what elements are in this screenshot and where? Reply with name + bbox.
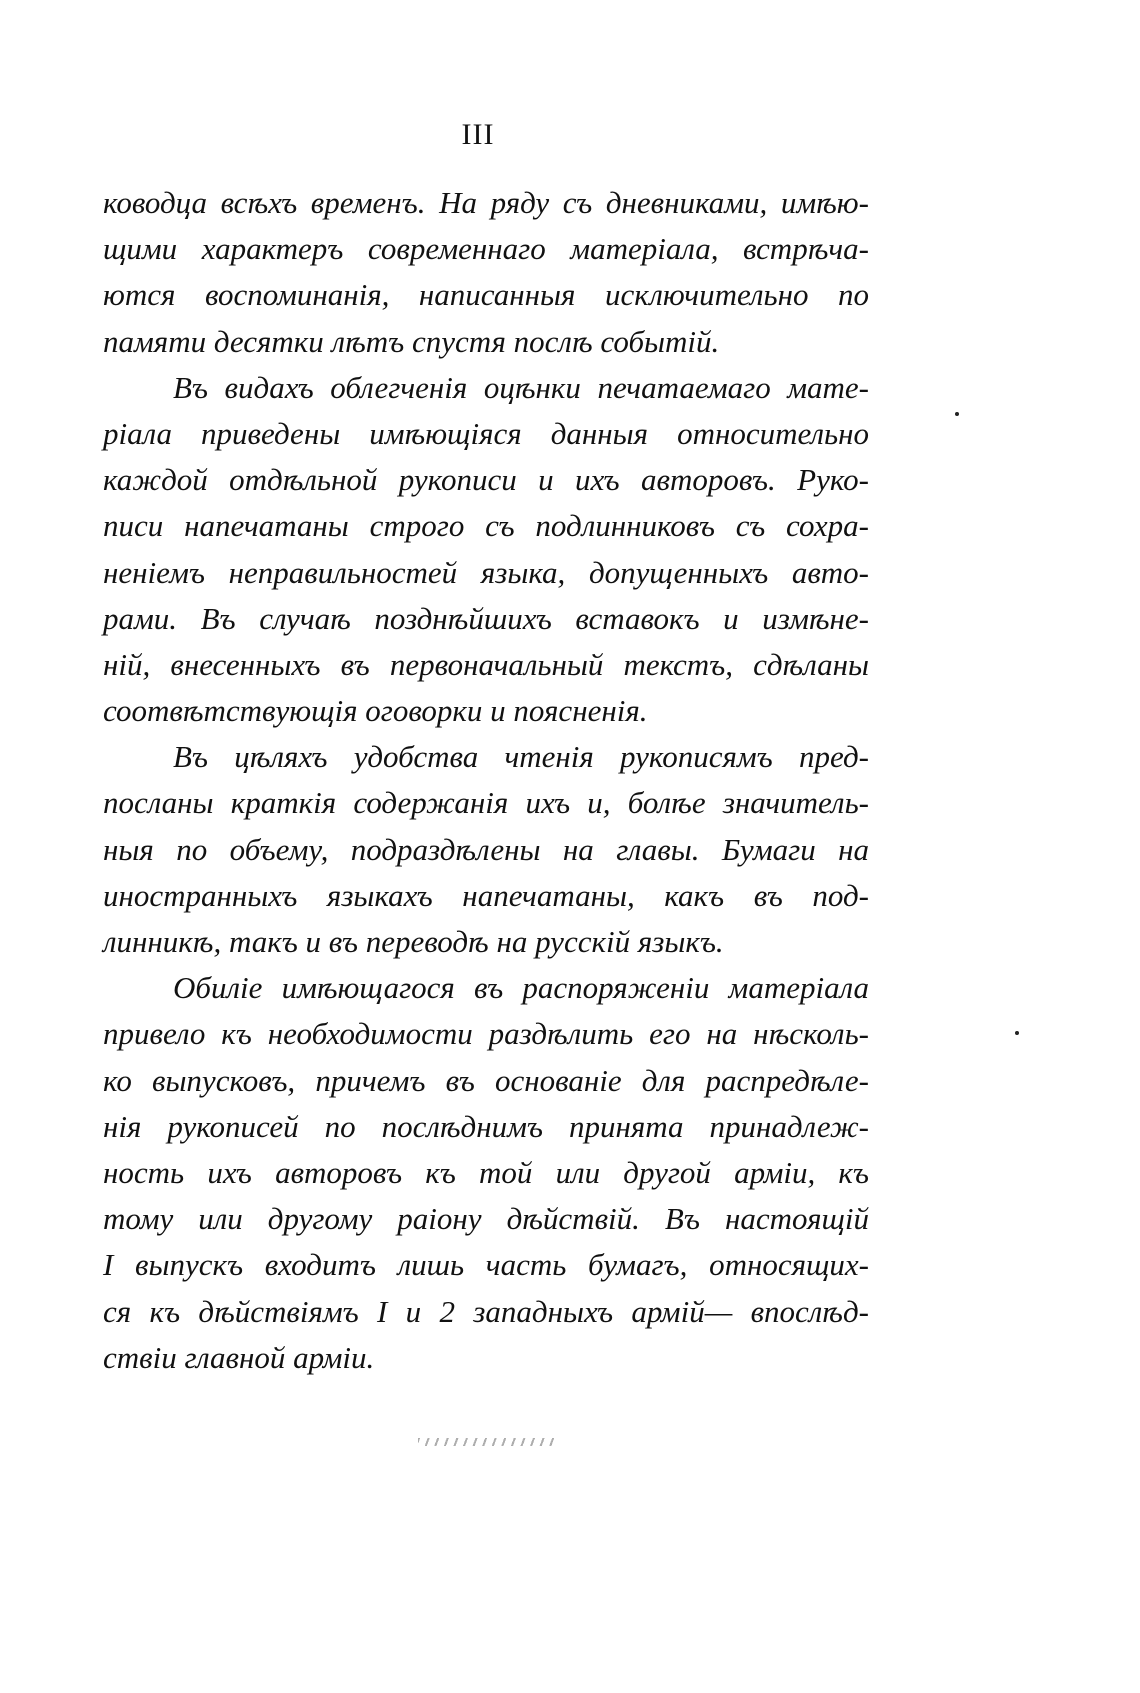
text-line: ность ихъ авторовъ къ той или другой арміи, къ <box>103 1154 869 1190</box>
text-line: иностранныхъ языкахъ напечатаны, какъ въ под- <box>103 877 869 913</box>
text-line: ко выпусковъ, причемъ въ основаніе для распредѣле- <box>103 1062 869 1098</box>
text-line: Въ цѣляхъ удобства чтенія рукописямъ пред- <box>173 739 869 775</box>
text-line: ствіи главной арміи. <box>103 1339 375 1375</box>
ink-speck <box>1015 1031 1019 1035</box>
text-line: I выпускъ входитъ лишь часть бумагъ, относящих- <box>103 1247 869 1283</box>
text-line: рами. Въ случаѣ позднѣйшихъ вставокъ и измѣне- <box>103 600 869 636</box>
text-line: нія рукописей по послѣднимъ принята принадлеж- <box>103 1108 869 1144</box>
end-ornament <box>418 1438 554 1446</box>
text-line: тому или другому раіону дѣйствій. Въ настоящій <box>103 1201 869 1237</box>
text-line: ріала приведены имѣющіяся данныя относительно <box>103 415 869 451</box>
text-line: писи напечатаны строго съ подлинниковъ съ сохра- <box>103 508 869 544</box>
paragraph <box>103 965 869 1381</box>
text-line: ются воспоминанія, написанныя исключительно по <box>103 277 869 313</box>
text-line: линникѣ, такъ и въ переводѣ на русскій языкъ. <box>103 924 724 959</box>
paragraph <box>103 180 869 365</box>
paragraph <box>103 734 869 965</box>
text-line: ся къ дѣйствіямъ I и 2 западныхъ армій— впослѣд- <box>103 1293 869 1329</box>
body-text <box>103 180 869 1381</box>
text-line: неніемъ неправильностей языка, допущенныхъ авто- <box>103 554 869 590</box>
paragraph <box>103 365 869 735</box>
text-line: ководца всѣхъ временъ. На ряду съ дневниками, имѣю- <box>103 185 869 220</box>
text-line: памяти десятки лѣтъ спустя послѣ событій. <box>103 323 720 359</box>
text-line: посланы краткія содержанія ихъ и, болѣе значитель- <box>103 785 869 821</box>
text-line: каждой отдѣльной рукописи и ихъ авторовъ. Руко- <box>103 462 869 498</box>
text-line: соотвѣтствующія оговорки и поясненія. <box>103 693 648 729</box>
text-line: ныя по объему, подраздѣлены на главы. Бумаги на <box>103 831 869 867</box>
text-line: Обиліе имѣющагося въ распоряженіи матеріала <box>173 970 869 1006</box>
text-line: привело къ необходимости раздѣлить его на нѣсколь- <box>103 1016 869 1052</box>
text-line: ній, внесенныхъ въ первоначальный текстъ, сдѣланы <box>103 646 869 682</box>
page-number: III <box>461 118 495 151</box>
text-line: щими характеръ современнаго матеріала, встрѣча- <box>103 231 869 267</box>
text-line: Въ видахъ облегченія оцѣнки печатаемаго мате- <box>173 369 869 405</box>
ink-speck <box>955 412 959 416</box>
